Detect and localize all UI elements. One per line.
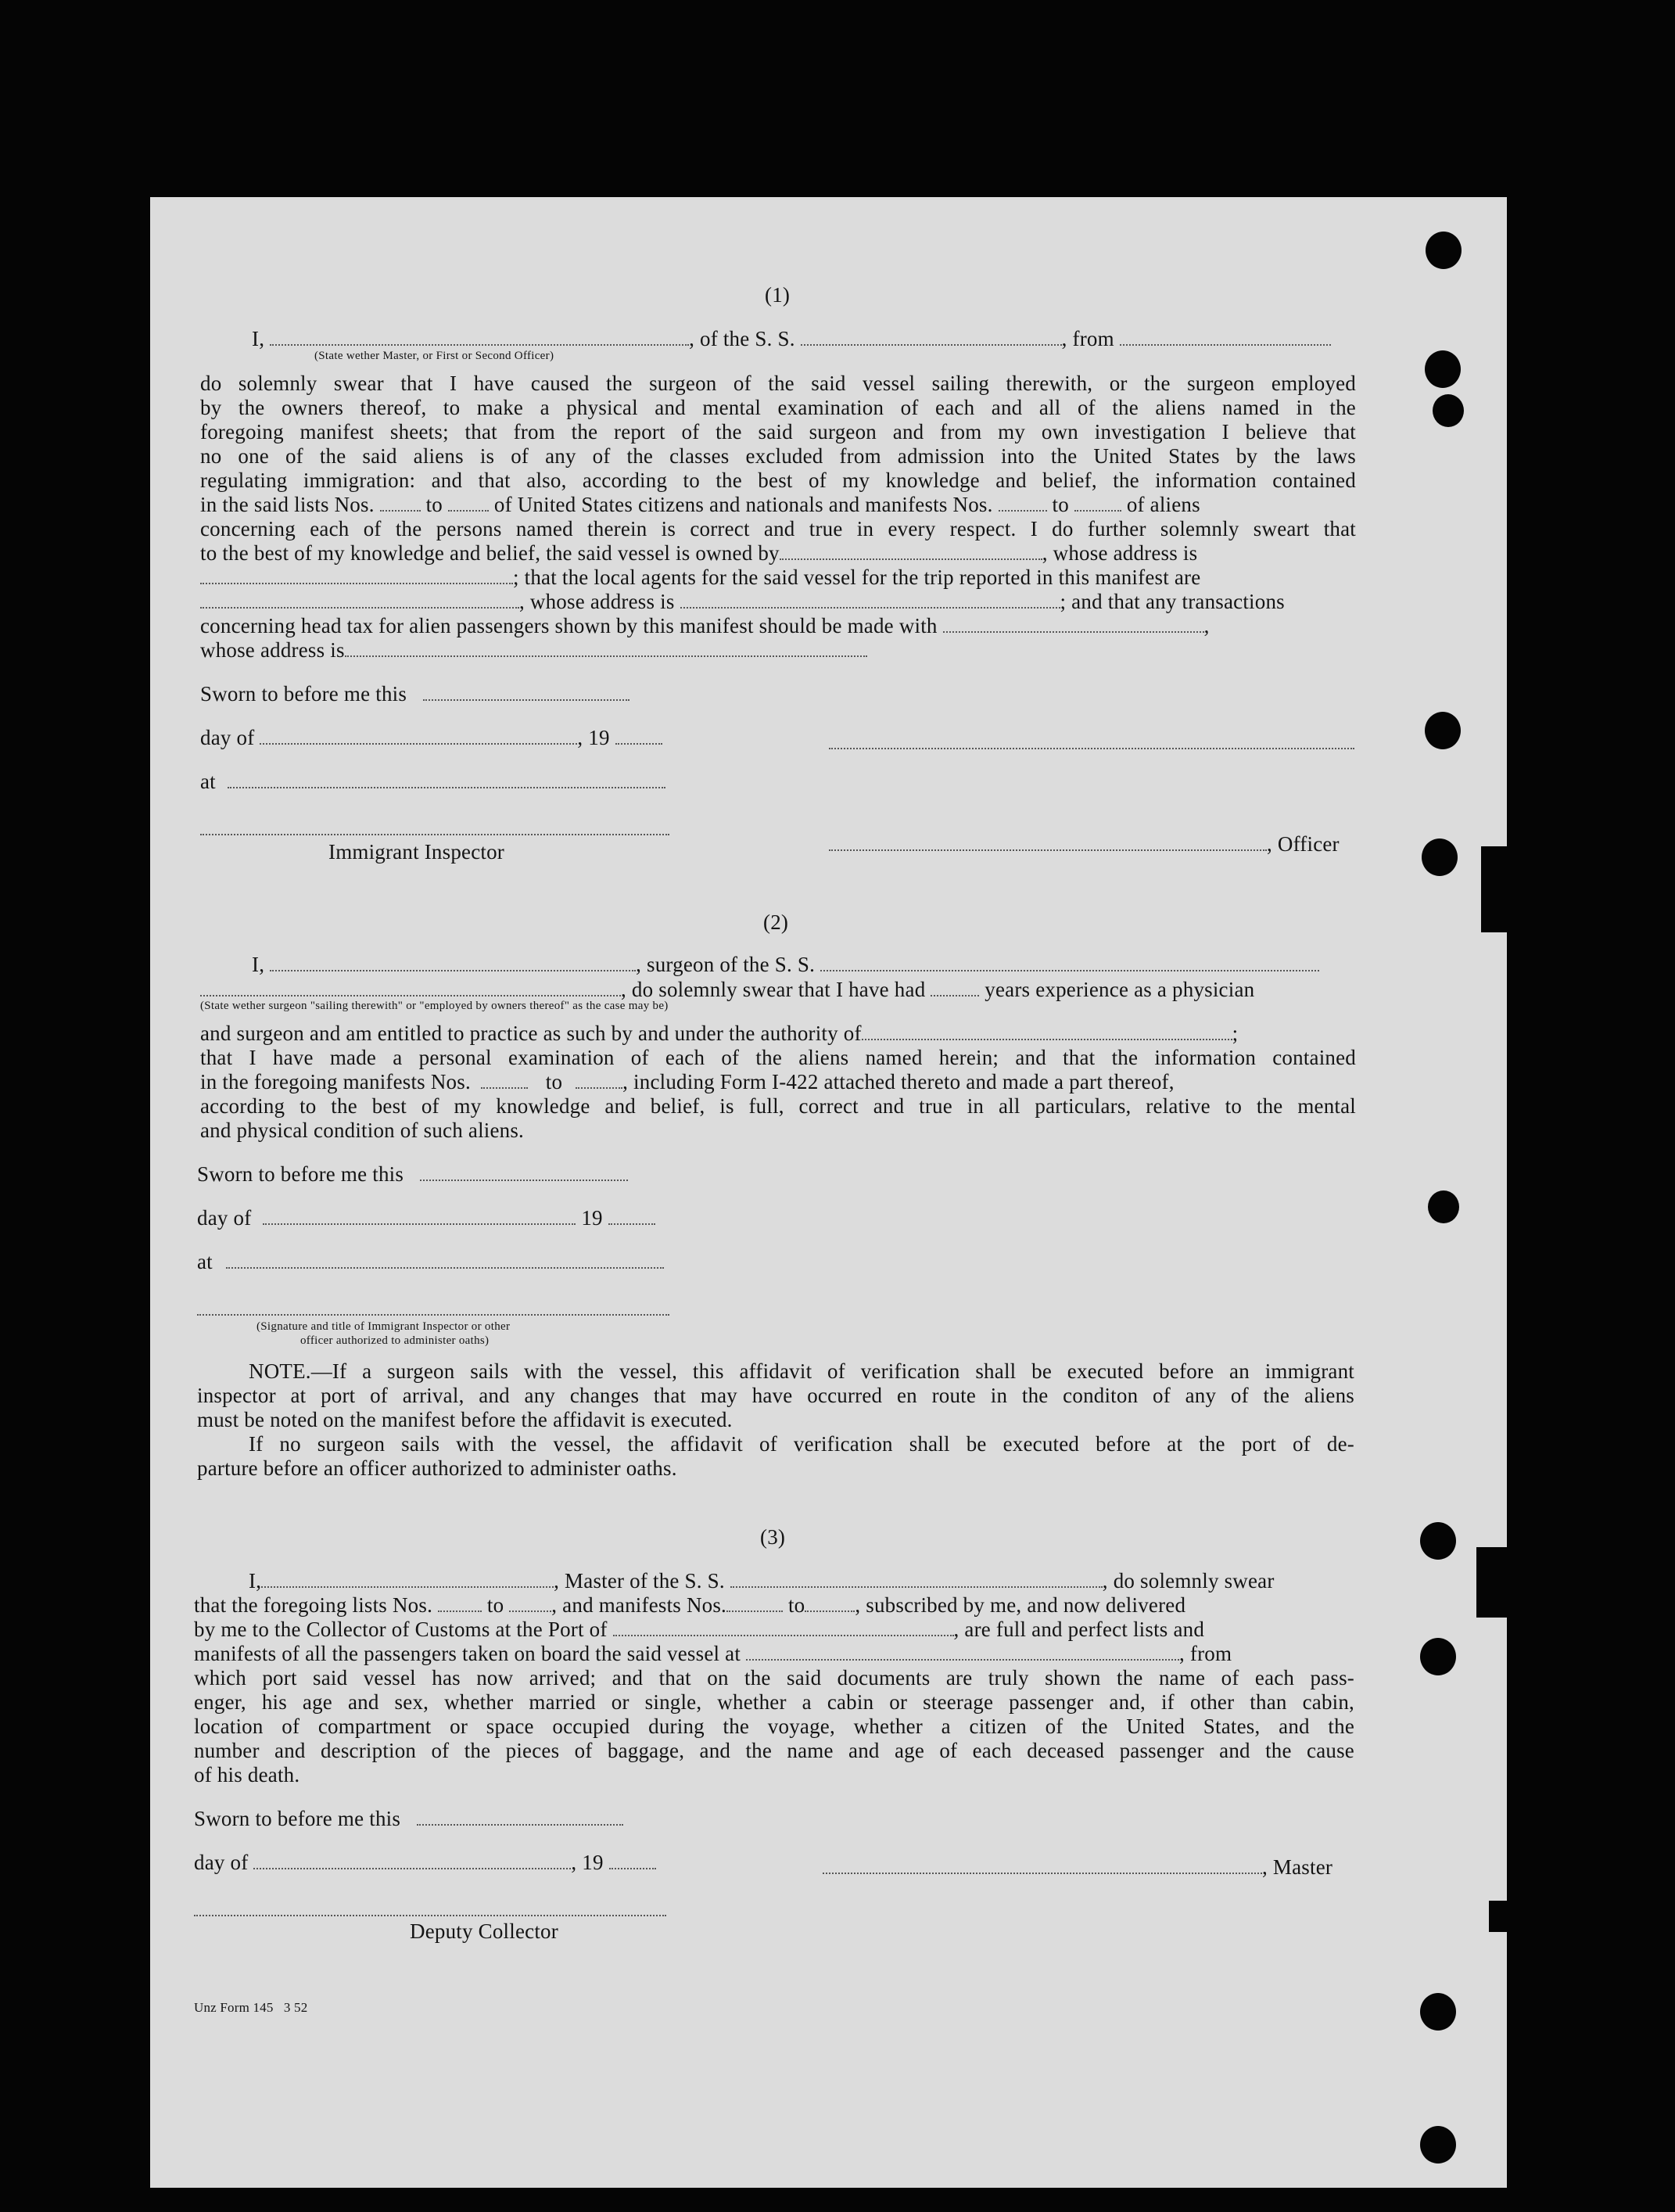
s1-lists-from-blank[interactable] [380, 509, 421, 512]
s1-head-tax: concerning head tax for alien passengers shown by this manifest should be made with [200, 614, 938, 637]
s3-day-of-label: day of [194, 1851, 249, 1874]
note-line-3: must be noted on the manifest before the affidavit is executed. [197, 1408, 733, 1431]
section-1-number: (1) [765, 283, 791, 307]
s2-years-experience: years experience as a physician [985, 978, 1255, 1001]
section-3-number: (3) [760, 1525, 786, 1549]
s1-para-line-9 [200, 566, 1200, 589]
s1-at-label: at [200, 770, 216, 793]
s2-swear-line [200, 978, 1254, 1001]
s2-manifests-from-blank[interactable] [481, 1086, 528, 1089]
s3-sworn [194, 1807, 623, 1830]
s3-19: , 19 [571, 1851, 604, 1874]
s1-owner-blank[interactable] [780, 558, 1042, 560]
torn-edge [1481, 846, 1509, 932]
s3-master-sig-blank[interactable] [823, 1872, 1262, 1874]
s3-from: , from [1179, 1642, 1232, 1665]
s1-at-blank[interactable] [228, 786, 665, 788]
s3-lists-nos: that the foregoing lists Nos. [194, 1593, 433, 1617]
torn-edge [1489, 1901, 1509, 1932]
s1-para-line-10 [200, 590, 1285, 613]
s2-status-blank[interactable] [200, 994, 621, 996]
s2-surgeon-line [252, 953, 1319, 976]
s1-day-blank[interactable] [260, 742, 577, 745]
s3-para-line-1 [194, 1593, 1185, 1617]
torn-edge [1476, 1547, 1509, 1618]
s2-para-line-5: and physical condition of such aliens. [200, 1119, 525, 1142]
punch-hole [1426, 232, 1462, 269]
s2-ship-blank[interactable] [820, 969, 1319, 971]
s2-signature-line[interactable] [197, 1314, 669, 1316]
punch-hole [1428, 1190, 1459, 1223]
punch-hole [1425, 350, 1461, 388]
s2-para-line-3 [200, 1070, 1175, 1093]
s2-authority-blank[interactable] [862, 1038, 1232, 1040]
s3-ship-blank[interactable] [730, 1585, 1103, 1588]
s3-lists-from-blank[interactable] [438, 1610, 482, 1612]
s2-manifests-nos: in the foregoing manifests Nos. [200, 1070, 471, 1093]
s2-sig-note-1: (Signature and title of Immigrant Inspector or other [256, 1320, 511, 1333]
s3-master-name-blank[interactable] [261, 1585, 554, 1588]
s3-para-line-4: which port said vessel has now arrived; and that on the said documents are truly shown the name of each pass- [194, 1666, 1354, 1690]
s1-para-line-1: do solemnly swear that I have caused the surgeon of the said vessel sailing therewith, or the surgeon employed [200, 372, 1356, 395]
s1-from-blank[interactable] [1120, 343, 1331, 346]
s2-sworn-label: Sworn to before me this [197, 1162, 404, 1186]
s2-day-of-label: day of [197, 1206, 252, 1230]
s2-status-note: (State wether surgeon "sailing therewith" or "employed by owners thereof" as the case may be) [200, 1000, 669, 1012]
s1-lists-to-blank[interactable] [448, 509, 489, 512]
s3-para-line-7: number and description of the pieces of baggage, and the name and age of each deceased passenger and the cause [194, 1739, 1354, 1762]
note-line-5: parture before an officer authorized to administer oaths. [197, 1456, 677, 1480]
s2-para-line-2: that I have made a personal examination of each of the aliens named herein; and that the information contained [200, 1046, 1356, 1069]
s1-para-line-6 [200, 493, 1200, 516]
s1-agents-address: , whose address is [519, 590, 675, 613]
s2-surgeon-of: , surgeon of the S. S. [636, 953, 816, 976]
s1-owner-address-blank[interactable] [200, 582, 513, 584]
note-line-1: NOTE.—If a surgeon sails with the vessel, this affidavit of verification shall be executed before an immigrant [249, 1359, 1354, 1383]
s1-para-line-8 [200, 541, 1197, 565]
s1-head-tax-address-blank[interactable] [345, 655, 867, 657]
s1-signature-line[interactable] [829, 748, 1354, 749]
s1-officer-line [252, 327, 1331, 350]
s3-to: to [486, 1593, 504, 1617]
punch-hole [1420, 1993, 1456, 2031]
s1-para-line-4: no one of the said aliens is of any of the classes excluded from admission into the United States by the laws [200, 444, 1356, 468]
punch-hole [1422, 838, 1458, 876]
s3-manifests-to-blank[interactable] [805, 1610, 855, 1612]
s1-sworn [200, 682, 629, 706]
s3-lists-to-blank[interactable] [509, 1610, 551, 1612]
s3-master-of: , Master of the S. S. [554, 1569, 725, 1593]
s1-para-line-5: regulating immigration: and that also, according to the best of my knowledge and belief, the information contained [200, 469, 1356, 492]
s1-transactions: ; and that any transactions [1060, 590, 1285, 613]
s2-sworn [197, 1162, 628, 1186]
s3-master-line [249, 1569, 1275, 1593]
s1-local-agents: ; that the local agents for the said vessel for the trip reported in this manifest are [513, 566, 1201, 589]
s1-ship-name-blank[interactable] [801, 343, 1062, 346]
s3-taken-at: manifests of all the passengers taken on board the said vessel at [194, 1642, 741, 1665]
s2-para-line-1 [200, 1022, 1238, 1045]
s2-sig-note-2: officer authorized to administer oaths) [300, 1334, 490, 1347]
s3-para-line-6: location of compartment or space occupied during the voyage, whether a citizen of the United States, and the [194, 1715, 1354, 1738]
s1-manifests-from-blank[interactable] [999, 509, 1047, 512]
s1-sworn-label: Sworn to before me this [200, 682, 407, 706]
s2-to: to [545, 1070, 563, 1093]
form-id: Unz Form 145 3 52 [194, 2000, 308, 2015]
s1-para-line-7: concerning each of the persons named therein is correct and true in every respect. I do further solemnly sweart that [200, 517, 1356, 540]
s1-para-line-3: foregoing manifest sheets; that from the report of the said surgeon and from my own investigation I believe that [200, 420, 1356, 443]
s3-swear: , do solemnly swear [1102, 1569, 1275, 1593]
s1-officer-sig-blank[interactable] [829, 849, 1267, 851]
s3-collector-line[interactable] [194, 1915, 666, 1916]
s1-para-line-2: by the owners thereof, to make a physical and mental examination of each and all of the aliens named in the [200, 396, 1356, 419]
s2-authority: and surgeon and am entitled to practice as such by and under the authority of [200, 1022, 862, 1045]
s2-year-blank[interactable] [608, 1223, 655, 1225]
s3-master-label: , Master [1262, 1855, 1333, 1879]
s1-head-tax-blank[interactable] [943, 630, 1204, 633]
s1-immigrant-inspector: Immigrant Inspector [328, 840, 504, 864]
s1-owned-by: to the best of my knowledge and belief, the said vessel is owned by [200, 541, 780, 565]
s2-para-line-4: according to the best of my knowledge and belief, is full, correct and true in all particulars, relative to the mental [200, 1094, 1356, 1118]
s1-day-of-label: day of [200, 726, 255, 749]
s1-officer-name-blank[interactable] [270, 343, 689, 346]
s1-day-of [200, 726, 662, 749]
s1-of-ss: , of the S. S. [689, 327, 795, 350]
s3-para-line-2 [194, 1618, 1204, 1641]
s3-port-of: by me to the Collector of Customs at the Port of [194, 1618, 608, 1641]
s2-at-blank[interactable] [226, 1266, 664, 1269]
s2-form-i422: , including Form I-422 attached thereto and made a part thereof, [622, 1070, 1175, 1093]
s1-i: I, [252, 327, 265, 350]
s1-at [200, 770, 665, 793]
s2-manifests-to-blank[interactable] [576, 1086, 622, 1089]
s3-para-line-5: enger, his age and sex, whether married or single, whether a cabin or steerage passenger and, if other than cabin, [194, 1690, 1354, 1714]
s1-from: , from [1061, 327, 1114, 350]
s3-manifests-from-blank[interactable] [726, 1610, 783, 1612]
s2-surgeon-name-blank[interactable] [270, 969, 636, 971]
s1-year-blank[interactable] [615, 742, 662, 745]
s1-inspector-line[interactable] [200, 834, 669, 835]
s2-day-of [197, 1206, 655, 1230]
s3-year-blank[interactable] [609, 1867, 656, 1869]
s1-officer-note: (State wether Master, or First or Second Officer) [314, 350, 554, 362]
s3-manifests-nos: , and manifests Nos. [551, 1593, 726, 1617]
s3-day-blank[interactable] [253, 1867, 571, 1869]
note-line-4: If no surgeon sails with the vessel, the affidavit of verification shall be executed before at the port of de- [249, 1432, 1354, 1456]
s2-sworn-blank[interactable] [420, 1179, 628, 1181]
punch-hole [1433, 394, 1464, 427]
s1-para-line-11 [200, 614, 1210, 637]
s1-of-aliens: of aliens [1126, 493, 1200, 516]
s1-manifests-nos: of United States citizens and nationals and manifests Nos. [493, 493, 993, 516]
s2-years-blank[interactable] [931, 994, 979, 996]
s3-sworn-label: Sworn to before me this [194, 1807, 401, 1830]
s3-day-of [194, 1851, 656, 1874]
s1-comma: , [1203, 614, 1210, 637]
s3-para-line-8: of his death. [194, 1763, 300, 1786]
s3-port-blank[interactable] [613, 1634, 954, 1636]
s1-officer-label: , Officer [1267, 832, 1340, 856]
punch-hole [1420, 1638, 1456, 1675]
s1-to-2: to [1052, 493, 1069, 516]
s1-lists-nos: in the said lists Nos. [200, 493, 375, 516]
s3-taken-at-blank[interactable] [746, 1658, 1179, 1661]
s3-para-line-3 [194, 1642, 1232, 1665]
s2-day-blank[interactable] [263, 1223, 576, 1225]
s2-i: I, [252, 953, 265, 976]
s2-19: 19 [581, 1206, 603, 1230]
s1-agents-blank[interactable] [200, 606, 519, 609]
s1-manifests-to-blank[interactable] [1074, 509, 1121, 512]
section-2-number: (2) [763, 910, 789, 934]
s3-to-2: to [787, 1593, 805, 1617]
s3-i: I, [249, 1569, 262, 1593]
s3-subscribed: , subscribed by me, and now delivered [855, 1593, 1186, 1617]
s3-full-perfect: , are full and perfect lists and [953, 1618, 1205, 1641]
s1-sworn-blank[interactable] [423, 698, 629, 701]
s1-whose-address-2: whose address is [200, 638, 345, 662]
punch-hole [1420, 1522, 1456, 1560]
s3-master-sig [823, 1855, 1332, 1879]
s1-whose-address: , whose address is [1042, 541, 1198, 565]
punch-hole [1425, 712, 1461, 749]
punch-hole [1420, 2126, 1456, 2164]
s3-deputy-collector: Deputy Collector [410, 1919, 558, 1943]
note-line-2: inspector at port of arrival, and any changes that may have occurred en route in the conditon of any of the aliens [197, 1384, 1354, 1407]
s1-officer-sig [829, 832, 1340, 856]
s1-19: , 19 [577, 726, 610, 749]
s3-sworn-blank[interactable] [417, 1823, 623, 1826]
s1-para-line-12 [200, 638, 867, 662]
s1-agents-address-blank[interactable] [680, 606, 1060, 609]
s1-to: to [425, 493, 443, 516]
s2-at-label: at [197, 1250, 213, 1273]
s2-at [197, 1250, 664, 1273]
s2-semicolon: ; [1232, 1022, 1239, 1045]
s2-swear: , do solemnly swear that I have had [621, 978, 926, 1001]
